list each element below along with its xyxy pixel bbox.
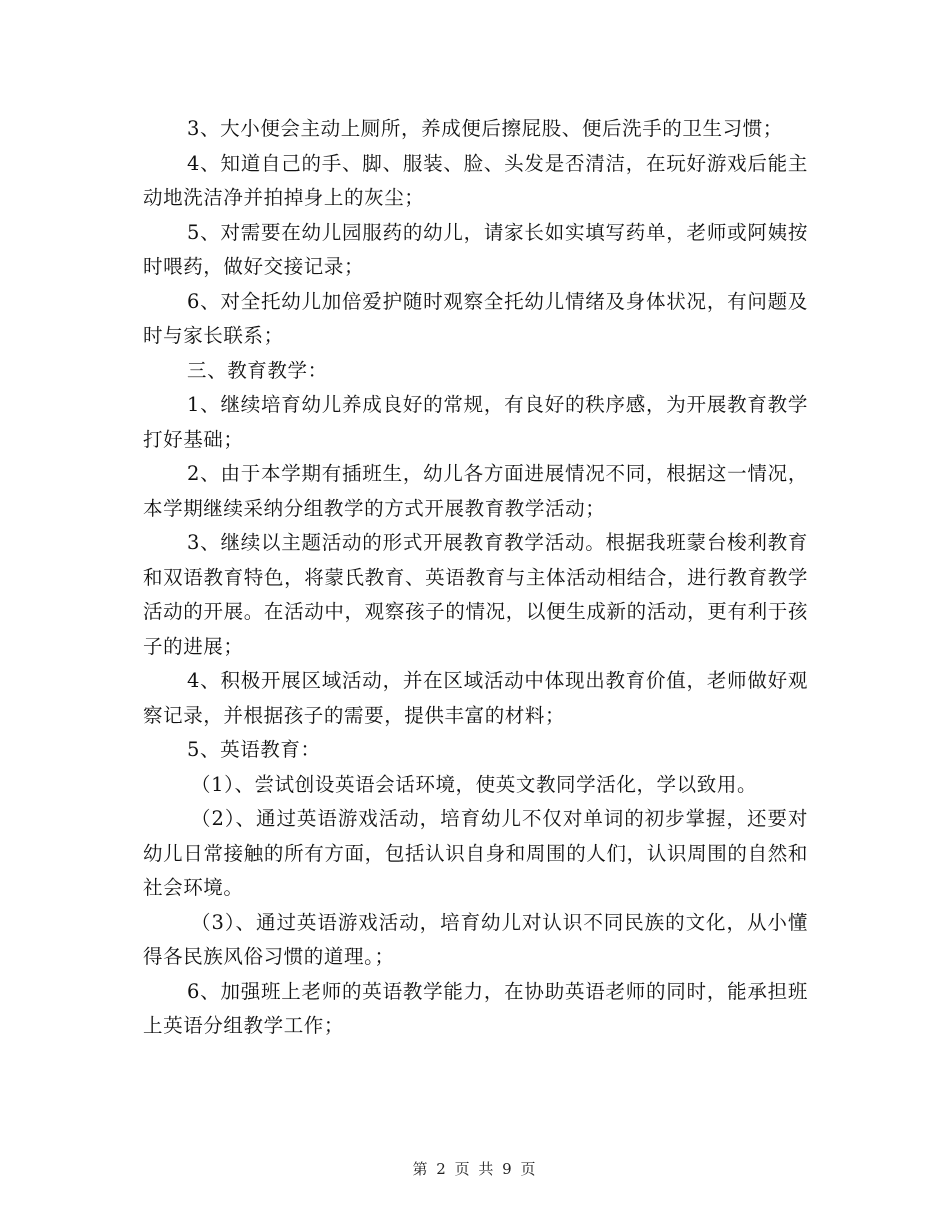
paragraph-area-activities: 4、积极开展区域活动，并在区域活动中体现出教育价值，老师做好观察记录，并根据孩子的需要，提供丰富的材料； [143, 669, 808, 727]
paragraph-toilet-habits: 3、大小便会主动上厕所，养成便后擦屁股、便后洗手的卫生习惯； [187, 117, 783, 140]
paragraph-cleanliness: 4、知道自己的手、脚、服装、脸、头发是否清洁，在玩好游戏后能主动地洗洁净并拍掉身上的灰尘； [143, 151, 808, 209]
paragraph-english-item-3: （3）、通过英语游戏活动，培育幼儿对认识不同民族的文化，从小懂得各民族风俗习惯的道理。； [143, 910, 808, 968]
paragraph-medication: 5、对需要在幼儿园服药的幼儿，请家长如实填写药单，老师或阿姨按时喂药，做好交接记录； [143, 220, 808, 278]
section-heading-education: 三、教育教学： [187, 358, 328, 382]
paragraph-theme-activities: 3、继续以主题活动的形式开展教育教学活动。根据我班蒙台梭利教育和双语教育特色，将蒙氏教育、英语教育与主体活动相结合，进行教育教学活动的开展。在活动中，观察孩子的情况，以便生成新的活动，更有利于孩子的进展； [143, 531, 808, 658]
paragraph-english-item-2: （2）、通过英语游戏活动，培育幼儿不仅对单词的初步掌握，还要对幼儿日常接触的所有方面，包括认识自身和周围的人们，认识周围的自然和社会环境。 [143, 807, 808, 899]
paragraph-teacher-ability: 6、加强班上老师的英语教学能力，在协助英语老师的同时，能承担班上英语分组教学工作； [143, 979, 808, 1037]
document-body [143, 112, 808, 1044]
paragraph-boarding-care: 6、对全托幼儿加倍爱护随时观察全托幼儿情绪及身体状况，有问题及时与家长联系； [143, 289, 808, 347]
page-number-footer: 第 2 页 共 9 页 [412, 1160, 538, 1178]
paragraph-english-heading: 5、英语教育： [187, 738, 321, 761]
paragraph-english-item-1: （1）、尝试创设英语会话环境，使英文教同学活化，学以致用。 [191, 772, 758, 796]
paragraph-group-teaching: 2、由于本学期有插班生，幼儿各方面进展情况不同，根据这一情况，本学期继续采纳分组教学的方式开展教育教学活动； [143, 462, 808, 520]
paragraph-routines: 1、继续培育幼儿养成良好的常规，有良好的秩序感，为开展教育教学打好基础； [143, 393, 808, 451]
